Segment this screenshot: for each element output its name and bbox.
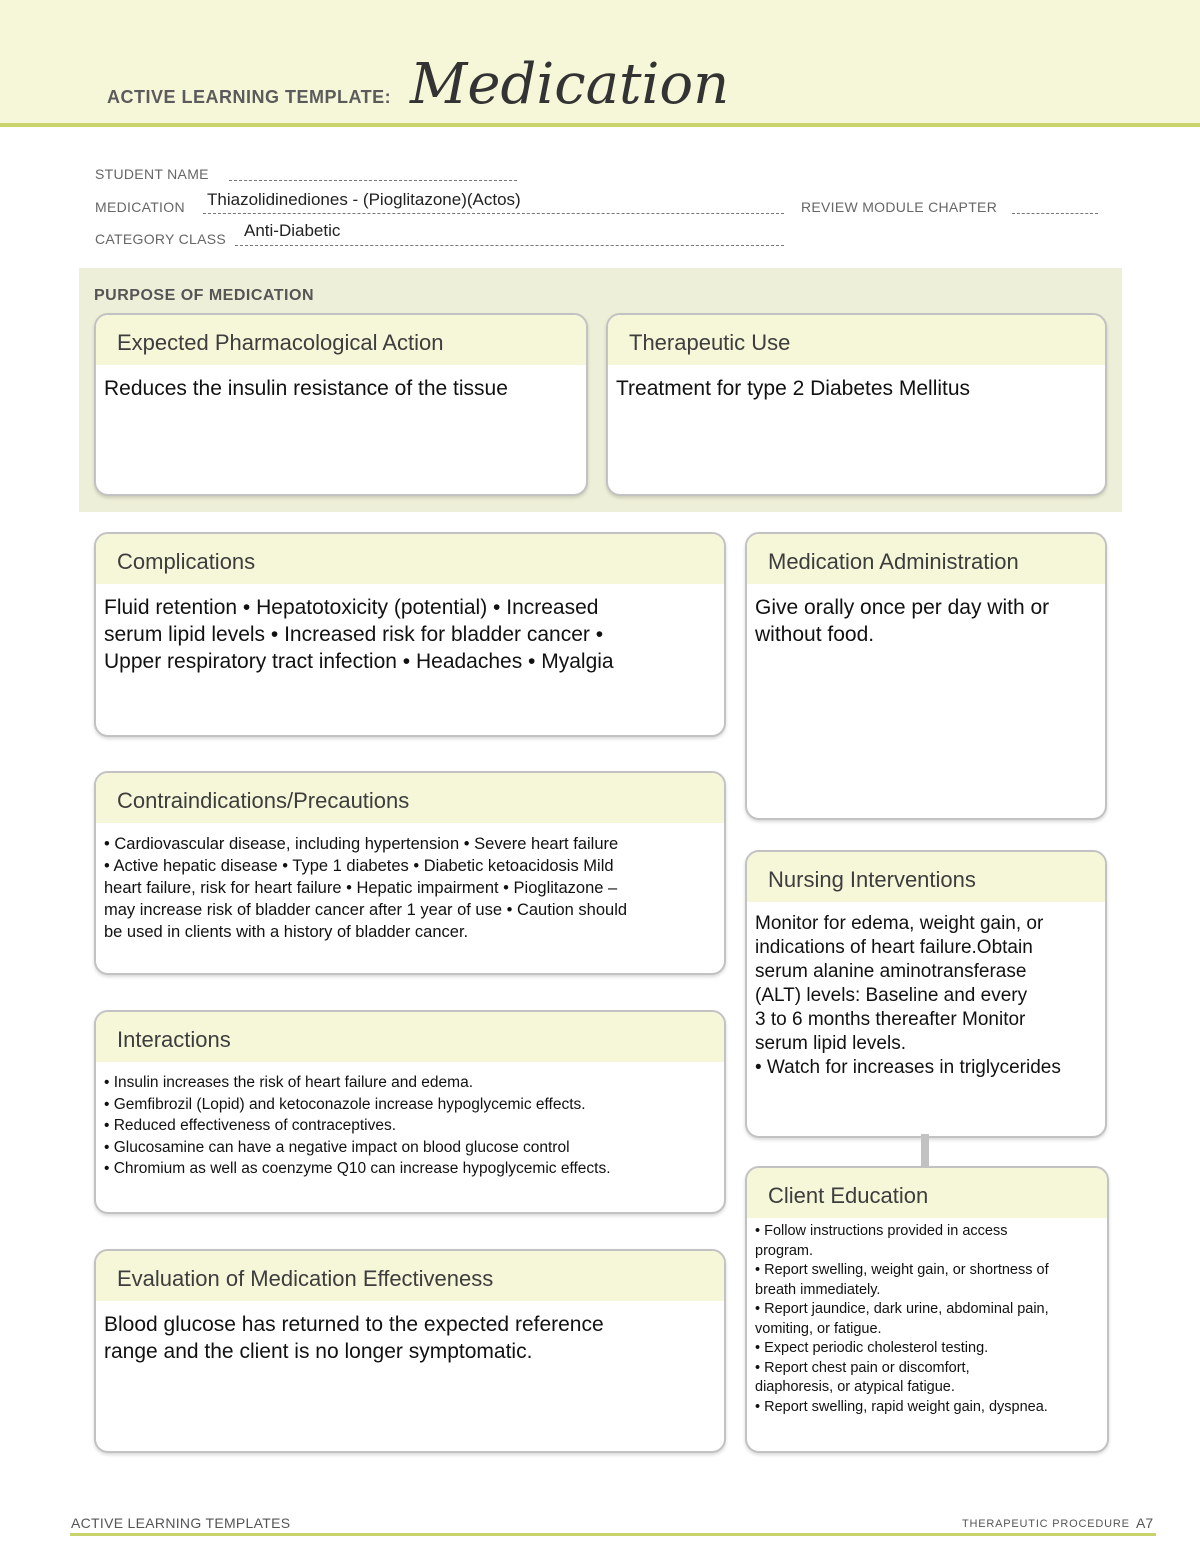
text-line: may increase risk of bladder cancer after 1 year of use • Caution should	[104, 901, 628, 919]
text-line: • Active hepatic disease • Type 1 diabetes • Diabetic ketoacidosis Mild	[104, 857, 614, 875]
template-label: ACTIVE LEARNING TEMPLATE:	[107, 87, 392, 107]
text-line: • Watch for increases in triglycerides	[755, 1057, 1061, 1078]
expected-action-text[interactable]: Reduces the insulin resistance of the tissue	[104, 377, 508, 400]
text-line: heart failure, risk for heart failure • Hepatic impairment • Pioglitazone –	[104, 879, 618, 897]
purpose-title: PURPOSE OF MEDICATION	[94, 287, 314, 304]
text-line: • Report jaundice, dark urine, abdominal pain,	[755, 1301, 1049, 1317]
text-line: 3 to 6 months thereafter Monitor	[755, 1009, 1026, 1030]
text-line: • Glucosamine can have a negative impact on blood glucose control	[104, 1138, 570, 1156]
text-line: • Insulin increases the risk of heart failure and edema.	[104, 1074, 474, 1091]
text-line: • Report swelling, weight gain, or shortness of	[755, 1262, 1049, 1278]
text-line: Give orally once per day with or	[755, 596, 1050, 619]
review-module-line	[1012, 213, 1098, 214]
text-line: without food.	[755, 623, 875, 646]
interactions-text[interactable]	[96, 1062, 724, 1180]
text-line: • Report chest pain or discomfort,	[755, 1359, 970, 1376]
text-line: range and the client is no longer symptomatic.	[104, 1340, 533, 1363]
medication-administration-text[interactable]	[747, 584, 1105, 648]
footer-right-label: THERAPEUTIC PROCEDURE	[962, 1518, 1130, 1530]
text-line: • Gemfibrozil (Lopid) and ketoconazole increase hypoglycemic effects.	[104, 1095, 586, 1113]
contraindications-card	[94, 771, 726, 975]
text-line: Blood glucose has returned to the expected reference	[104, 1313, 604, 1336]
text-line: Fluid retention • Hepatotoxicity (potential) • Increased	[104, 596, 599, 619]
text-line: (ALT) levels: Baseline and every	[755, 985, 1028, 1006]
nursing-interventions-heading: Nursing Interventions	[747, 852, 1105, 902]
therapeutic-use-card	[606, 313, 1107, 496]
footer-divider	[70, 1533, 1156, 1536]
client-education-text[interactable]	[747, 1218, 1107, 1417]
complications-heading: Complications	[96, 534, 724, 584]
expected-action-heading: Expected Pharmacological Action	[96, 315, 586, 365]
text-line: • Cardiovascular disease, including hypertension • Severe heart failure	[104, 835, 619, 853]
text-line: • Follow instructions provided in access	[755, 1223, 1008, 1239]
student-name-label: STUDENT NAME	[95, 166, 209, 182]
medication-line	[203, 213, 784, 214]
footer-left-label: ACTIVE LEARNING TEMPLATES	[71, 1515, 291, 1531]
text-line: diaphoresis, or atypical fatigue.	[755, 1379, 955, 1395]
medication-administration-heading: Medication Administration	[747, 534, 1105, 584]
category-class-label: CATEGORY CLASS	[95, 231, 227, 247]
nursing-interventions-card	[745, 850, 1107, 1138]
page-title: Medication	[410, 52, 730, 117]
evaluation-text[interactable]	[96, 1301, 724, 1365]
client-education-heading: Client Education	[747, 1168, 1107, 1218]
page-number: A7	[1136, 1515, 1154, 1531]
text-line: be used in clients with a history of bladder cancer.	[104, 923, 469, 941]
text-line: serum alanine aminotransferase	[755, 961, 1027, 982]
interactions-card	[94, 1010, 726, 1214]
text-line: Upper respiratory tract infection • Headaches • Myalgia	[104, 650, 614, 673]
nursing-interventions-text[interactable]	[747, 902, 1105, 1080]
complications-text[interactable]	[96, 584, 724, 675]
text-line: breath immediately.	[755, 1281, 881, 1298]
medication-administration-card	[745, 532, 1107, 820]
section-connector	[921, 1134, 929, 1166]
text-line: indications of heart failure.Obtain	[755, 937, 1033, 958]
text-line: • Report swelling, rapid weight gain, dyspnea.	[755, 1398, 1048, 1415]
text-line: • Chromium as well as coenzyme Q10 can increase hypoglycemic effects.	[104, 1160, 611, 1177]
medication-field[interactable]: Thiazolidinediones - (Pioglitazone)(Actos)	[207, 190, 521, 209]
text-line: • Reduced effectiveness of contraceptives.	[104, 1117, 397, 1134]
text-line: vomiting, or fatigue.	[755, 1320, 882, 1337]
medication-label: MEDICATION	[95, 199, 185, 215]
evaluation-heading: Evaluation of Medication Effectiveness	[96, 1251, 724, 1301]
interactions-heading: Interactions	[96, 1012, 724, 1062]
therapeutic-use-heading: Therapeutic Use	[608, 315, 1105, 365]
category-class-field[interactable]: Anti-Diabetic	[244, 221, 341, 240]
category-class-line	[235, 245, 784, 246]
review-module-label: REVIEW MODULE CHAPTER	[801, 199, 998, 215]
therapeutic-use-text[interactable]: Treatment for type 2 Diabetes Mellitus	[616, 377, 971, 400]
client-education-card	[745, 1166, 1109, 1453]
complications-card	[94, 532, 726, 737]
header-divider	[0, 123, 1200, 127]
contraindications-heading: Contraindications/Precautions	[96, 773, 724, 823]
student-name-line	[229, 180, 517, 181]
text-line: program.	[755, 1242, 814, 1259]
text-line: Monitor for edema, weight gain, or	[755, 913, 1044, 934]
evaluation-card	[94, 1249, 726, 1453]
expected-action-card	[94, 313, 588, 496]
text-line: serum lipid levels.	[755, 1033, 906, 1054]
contraindications-text[interactable]	[96, 823, 724, 943]
text-line: • Expect periodic cholesterol testing.	[755, 1340, 989, 1356]
text-line: serum lipid levels • Increased risk for bladder cancer •	[104, 623, 604, 646]
